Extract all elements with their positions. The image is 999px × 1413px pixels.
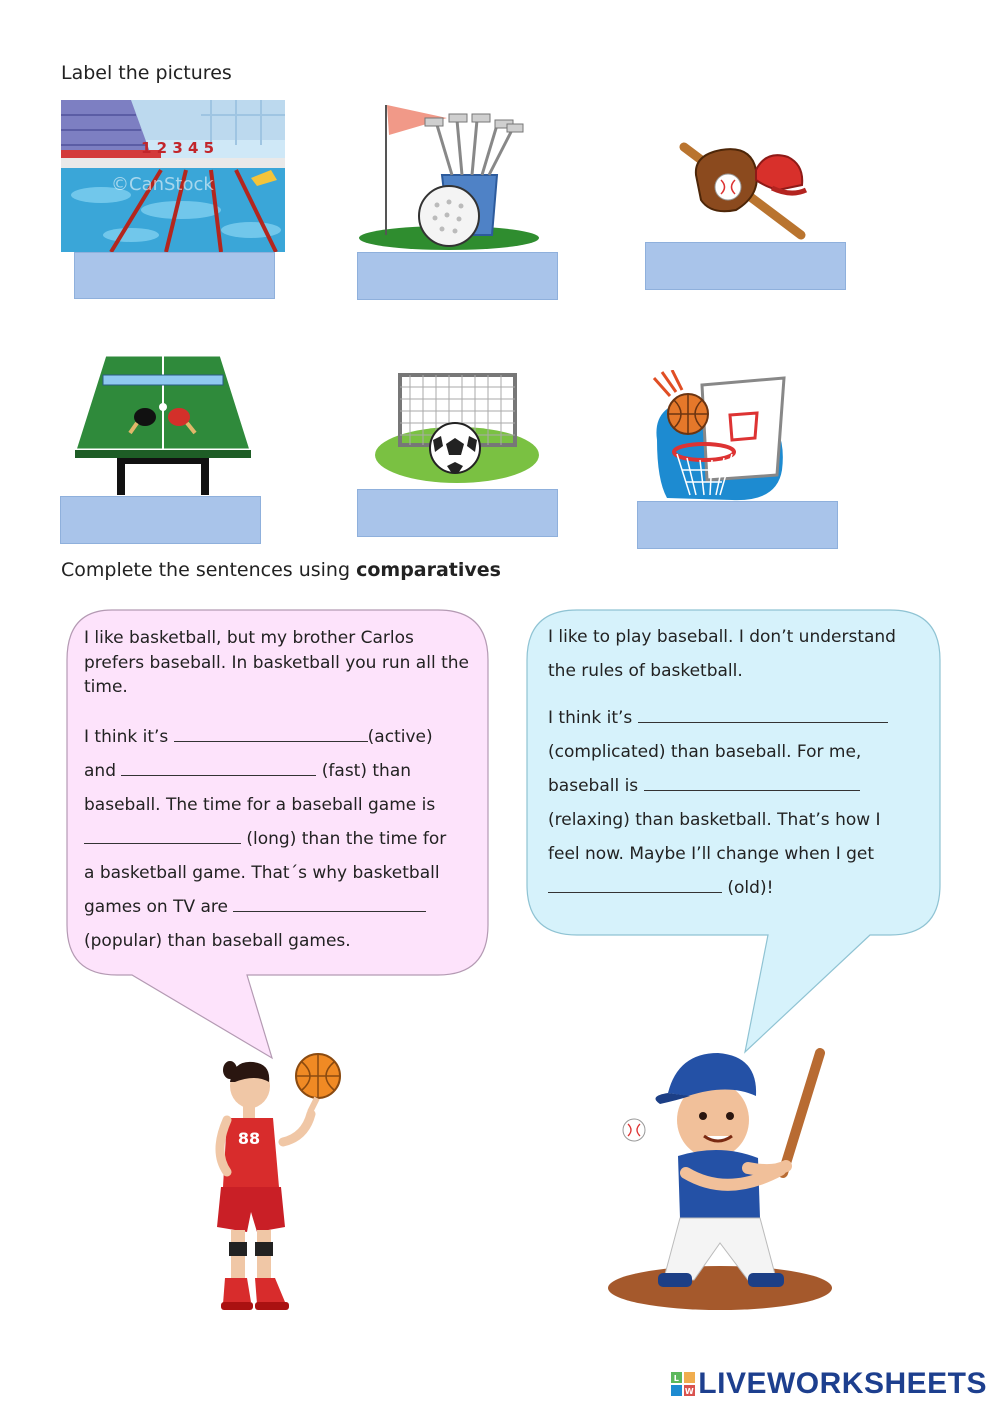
blank-relaxing[interactable] <box>644 770 860 791</box>
text-segment: and <box>84 760 122 781</box>
blank-active[interactable] <box>174 721 368 742</box>
text-segment: (active) <box>367 726 433 747</box>
text-line: baseball. The time for a baseball game is <box>84 794 436 815</box>
text-segment: games on TV are <box>84 896 234 917</box>
bubble-left-text <box>84 626 479 958</box>
girl-basketball-player-icon <box>205 1052 345 1314</box>
text-line: (popular) than baseball games. <box>84 930 351 951</box>
text-segment: I think it’s <box>548 708 638 728</box>
text-line: a basketball game. That´s why basketball <box>84 862 440 883</box>
heading-bold: comparatives <box>356 559 501 581</box>
blank-popular[interactable] <box>233 891 426 912</box>
text-segment: (old)! <box>722 878 774 898</box>
blank-complicated[interactable] <box>638 702 888 723</box>
blank-fast[interactable] <box>121 755 316 776</box>
bubble-right-text <box>548 620 933 905</box>
section-heading-label: Label the pictures <box>61 62 232 84</box>
brand-logo-icon <box>671 1370 695 1394</box>
text-segment: baseball is <box>548 776 644 796</box>
text-line: the rules of basketball. <box>548 661 743 681</box>
svg-text:W: W <box>685 1387 695 1396</box>
liveworksheets-logo <box>671 1367 987 1401</box>
bubble-left-intro: I like basketball, but my brother Carlos prefers baseball. In basketball you run all the time. <box>84 628 469 697</box>
pool-lane-numbers: 1 2 3 4 5 <box>141 139 215 157</box>
text-segment: I think it’s <box>84 726 174 747</box>
jersey-number: 88 <box>237 1129 261 1148</box>
text-line: feel now. Maybe I’ll change when I get <box>548 844 875 864</box>
boy-baseball-player-icon <box>608 1048 833 1313</box>
text-line: (complicated) than baseball. For me, <box>548 742 862 762</box>
text-line: I like to play baseball. I don’t understand <box>548 627 896 647</box>
brand-text: LIVEWORKSHEETS <box>698 1367 987 1400</box>
heading-prefix: Complete the sentences using <box>61 559 357 581</box>
text-line: (relaxing) than basketball. That’s how I <box>548 810 881 830</box>
text-segment: (fast) than <box>316 760 412 781</box>
watermark-label: ©CanStock <box>111 174 214 195</box>
blank-old[interactable] <box>548 872 722 893</box>
blank-long[interactable] <box>84 823 241 844</box>
text-segment: (long) than the time for <box>241 828 447 849</box>
svg-text:L: L <box>673 1374 680 1383</box>
